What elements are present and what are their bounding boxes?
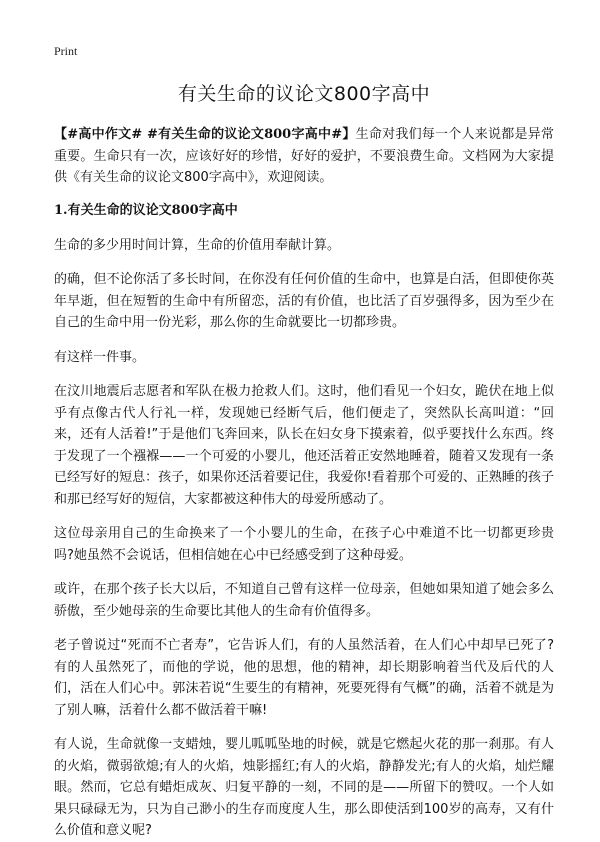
body-paragraph-5: 这位母亲用自己的生命换来了一个小婴儿的生命，在孩子心中难道不比一切都更珍贵吗?她虽然不会说话，但相信她在心中已经感受到了这种母爱。 xyxy=(54,526,554,563)
body-paragraph-8: 有人说，生命就像一支蜡烛，婴儿呱呱坠地的时候，就是它燃起火花的那一刹那。有人的火焰，微弱欲熄;有人的火焰，烛影摇红;有人的火焰，静静发光;有人的火焰，灿烂耀眼。然而，它总有蜡炬成灰、归复平静的一刻，不同的是——所留下的赞叹。一个人如果只碌碌无为，只为自己渺小的生存而度度人生，那么即使活到100岁的高寿，又有什么价值和意义呢? xyxy=(54,737,554,838)
print-label: Print xyxy=(54,44,78,58)
body-paragraph-4: 在汶川地震后志愿者和军队在极力抢救人们。这时，他们看见一个妇女，跪伏在地上似乎有点像古代人行礼一样，发现她已经断气后，他们便走了，突然队长高叫道：“回来，还有人活着!”于是他们飞奔回来，队长在妇女身下摸索着，似乎要找什么东西。终于发现了一个襁褓——一个可爱的小婴儿，他还活着正安然地睡着，随着又发现有一条已经写好的短息：孩子，如果你还活着要记住，我爱你!看着那个可爱的、正熟睡的孩子和那已经写好的短信，大家都被这种伟大的母爱所感动了。 xyxy=(54,384,554,507)
intro-paragraph xyxy=(54,124,554,189)
body-paragraph-7: 老子曾说过“死而不亡者寿”，它告诉人们，有的人虽然活着，在人们心中却早已死了?有的人虽然死了，而他的学说，他的思想，他的精神，却长期影响着当代及后代的人们，活在人们心中。郭沫若说“生要生的有精神，死要死得有气概”的确，活着不就是为了别人嘛，活着什么都不做活着干嘛! xyxy=(54,638,554,718)
body-paragraph-6: 或许，在那个孩子长大以后，不知道自己曾有这样一位母亲，但她如果知道了她会多么骄傲，至少她母亲的生命要比其他人的生命有价值得多。 xyxy=(54,582,554,619)
section-heading: 1.有关生命的议论文800字高中 xyxy=(54,202,238,218)
intro-tag: 【#高中作文# #有关生命的议论文800字高中#】 xyxy=(54,127,356,142)
body-paragraph-3: 有这样一件事。 xyxy=(54,349,146,365)
intro-text: 生命对我们每一个人来说都是异常重要。生命只有一次，应该好好的珍惜，好好的爱护，不要浪费生命。文档网为大家提供《有关生命的议论文800字高中》，欢迎阅读。 xyxy=(54,127,554,185)
document-title: 有关生命的议论文800字高中 xyxy=(177,83,431,105)
body-paragraph-2: 的确，但不论你活了多长时间，在你没有任何价值的生命中，也算是白活，但即使你英年早逝，但在短暂的生命中有所留恋，活的有价值，也比活了百岁强得多，因为至少在自己的生命中用一份光彩，那么你的生命就要比一切都珍贵。 xyxy=(54,272,554,330)
body-paragraph-1: 生命的多少用时间计算，生命的价值用奉献计算。 xyxy=(54,237,341,253)
